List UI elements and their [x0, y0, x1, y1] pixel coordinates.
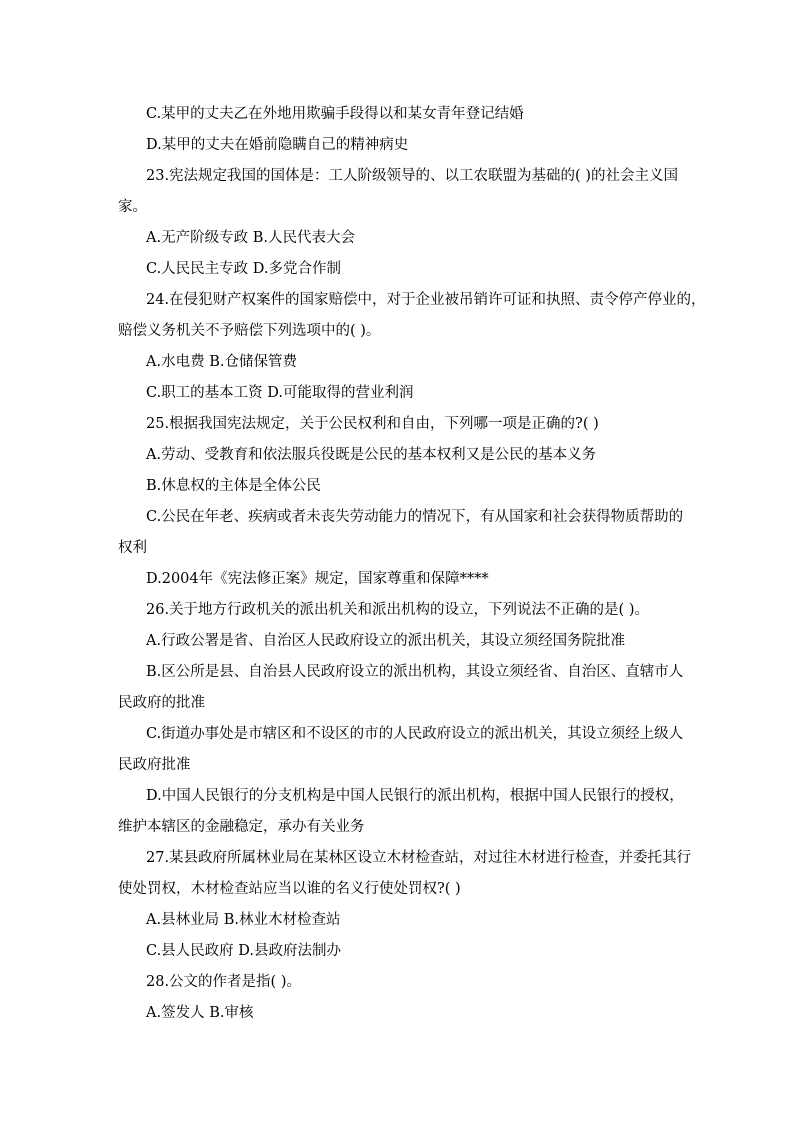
- option-line: D.2004年《宪法修正案》规定，国家尊重和保障****: [146, 571, 489, 587]
- option-continuation: 维护本辖区的金融稳定，承办有关业务: [118, 819, 365, 835]
- option-continuation: 权利: [118, 540, 147, 556]
- question-line: 25.根据我国宪法规定，关于公民权利和自由，下列哪一项是正确的?( ): [146, 416, 599, 432]
- question-line: 24.在侵犯财产权案件的国家赔偿中，对于企业被吊销许可证和执照、责令停产停业的，: [146, 292, 706, 308]
- option-line: A.劳动、受教育和依法服兵役既是公民的基本权利又是公民的基本义务: [146, 447, 597, 463]
- option-continuation: 民政府的批准: [118, 695, 205, 711]
- option-line: C.公民在年老、疾病或者未丧失劳动能力的情况下，有从国家和社会获得物质帮助的: [146, 509, 684, 525]
- option-line: C.县人民政府 D.县政府法制办: [146, 943, 342, 959]
- question-continuation: 赔偿义务机关不予赔偿下列选项中的( )。: [118, 323, 381, 339]
- option-line: C.街道办事处是市辖区和不设区的市的人民政府设立的派出机关，其设立须经上级人: [146, 726, 684, 742]
- question-continuation: 家。: [118, 199, 147, 215]
- option-line: D.某甲的丈夫在婚前隐瞒自己的精神病史: [146, 137, 409, 153]
- option-line: C.某甲的丈夫乙在外地用欺骗手段得以和某女青年登记结婚: [146, 106, 524, 122]
- option-line: B.休息权的主体是全体公民: [146, 478, 321, 494]
- option-line: C.职工的基本工资 D.可能取得的营业利润: [146, 385, 414, 401]
- question-line: 27.某县政府所属林业局在某林区设立木材检查站，对过往木材进行检查，并委托其行: [146, 850, 692, 866]
- option-line: A.无产阶级专政 B.人民代表大会: [146, 230, 355, 246]
- option-line: A.行政公署是省、自治区人民政府设立的派出机关，其设立须经国务院批准: [146, 633, 626, 649]
- option-line: A.水电费 B.仓储保管费: [146, 354, 297, 370]
- option-line: B.区公所是县、自治县人民政府设立的派出机构，其设立须经省、自治区、直辖市人: [146, 664, 684, 680]
- question-line: 28.公文的作者是指( )。: [146, 974, 301, 990]
- question-continuation: 使处罚权，木材检查站应当以谁的名义行使处罚权?( ): [118, 881, 461, 897]
- option-line: D.中国人民银行的分支机构是中国人民银行的派出机构，根据中国人民银行的授权，: [146, 788, 684, 804]
- option-continuation: 民政府批准: [118, 757, 191, 773]
- question-line: 23.宪法规定我国的国体是：工人阶级领导的、以工农联盟为基础的( )的社会主义国: [146, 168, 678, 184]
- option-line: A.签发人 B.审核: [146, 1005, 254, 1021]
- question-line: 26.关于地方行政机关的派出机关和派出机构的设立，下列说法不正确的是( )。: [146, 602, 649, 618]
- option-line: C.人民民主专政 D.多党合作制: [146, 261, 342, 277]
- option-line: A.县林业局 B.林业木材检查站: [146, 912, 341, 928]
